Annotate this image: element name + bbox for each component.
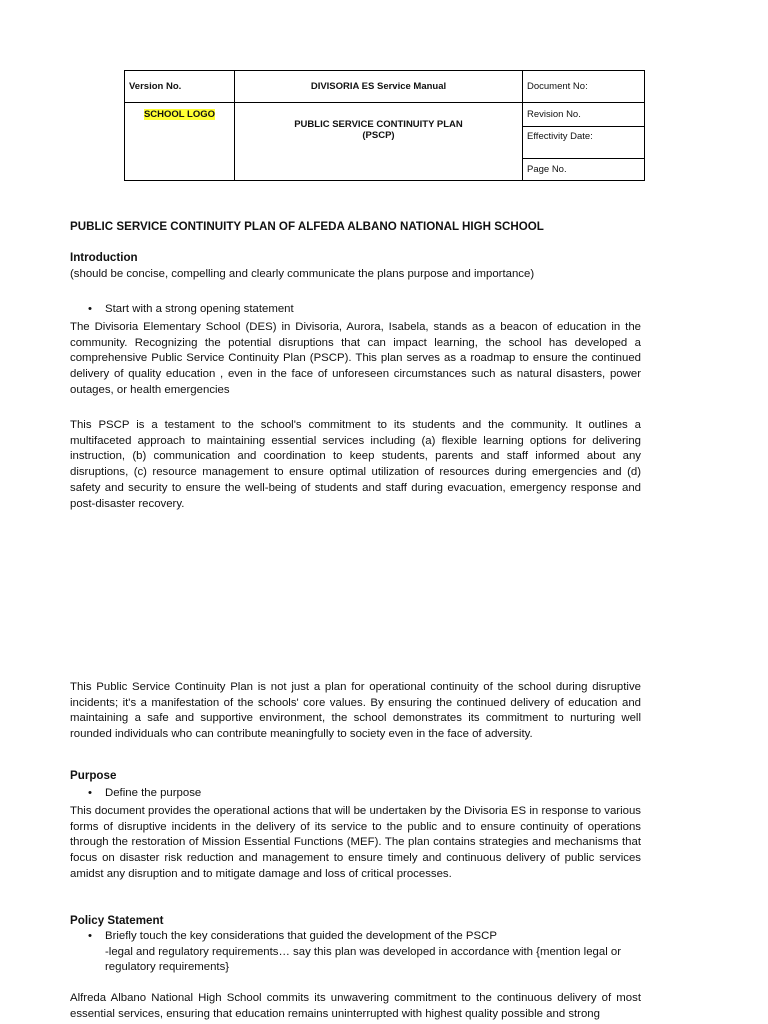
purpose-heading: Purpose bbox=[70, 769, 117, 782]
version-label: Version No. bbox=[125, 71, 235, 103]
policy-heading: Policy Statement bbox=[70, 914, 164, 927]
manual-title: DIVISORIA ES Service Manual bbox=[235, 71, 523, 103]
document-no-label: Document No: bbox=[523, 71, 645, 103]
header-table bbox=[124, 70, 645, 181]
plan-title-line2: (PSCP) bbox=[362, 130, 395, 141]
policy-sub-text: -legal and regulatory requirements… say this plan was developed in accordance with {mention legal or regulatory requirements} bbox=[105, 945, 622, 974]
intro-paragraph-3: This Public Service Continuity Plan is not just a plan for operational continuity of the school during disruptive incidents; it's a manifestation of the schools' core values. By ensuring the continued delivery of education and maintaining a safe and supportive environment, the school demonstrates its commitment to nurturing well rounded individuals who can contribute meaningfully to society even in the face of adversity. bbox=[70, 681, 641, 741]
list-item bbox=[88, 929, 641, 976]
bullet-icon: • bbox=[88, 787, 92, 799]
effectivity-label: Effectivity Date: bbox=[523, 127, 645, 159]
bullet-icon: • bbox=[88, 303, 92, 315]
intro-paragraph-1: The Divisoria Elementary School (DES) in Divisoria, Aurora, Isabela, stands as a beacon of education in the community. Recognizing the potential disruptions that can impact learning, the school has developed a comprehensive Public Service Continuity Plan (PSCP). This plan serves as a roadmap to ensure the continued delivery of quality education , even in the face of unforeseen circumstances such as natural disasters, power outages, or health emergencies bbox=[70, 321, 641, 396]
list-item bbox=[88, 786, 202, 802]
school-logo-placeholder: SCHOOL LOGO bbox=[143, 109, 216, 120]
purpose-bullet-text: Define the purpose bbox=[105, 787, 202, 799]
introduction-note: (should be concise, compelling and clearly communicate the plans purpose and importance) bbox=[70, 268, 535, 280]
list-item bbox=[88, 302, 294, 318]
introduction-heading: Introduction bbox=[70, 251, 138, 264]
plan-title-line1: PUBLIC SERVICE CONTINUITY PLAN bbox=[294, 119, 463, 130]
policy-bullet-text: Briefly touch the key considerations that guided the development of the PSCP bbox=[105, 930, 497, 942]
policy-paragraph: Alfreda Albano National High School commits its unwavering commitment to the continuous delivery of most essential services, ensuring that education remains uninterrupted with highest quality possible and strong bbox=[70, 992, 641, 1020]
school-logo-cell bbox=[125, 103, 235, 181]
revision-label: Revision No. bbox=[523, 103, 645, 127]
bullet-icon: • bbox=[88, 930, 92, 942]
intro-bullet-text: Start with a strong opening statement bbox=[105, 303, 294, 315]
document-title: PUBLIC SERVICE CONTINUITY PLAN OF ALFEDA ALBANO NATIONAL HIGH SCHOOL bbox=[70, 220, 544, 233]
page-no-label: Page No. bbox=[523, 159, 645, 181]
plan-title-cell bbox=[235, 103, 523, 181]
purpose-paragraph: This document provides the operational actions that will be undertaken by the Divisoria ES in response to various forms of disruptive incidents in the delivery of its service to the public and to ensure continuity of operations through the restoration of Mission Essential Functions (MEF). The plan contains strategies and mechanisms that focus on disaster risk reduction and management to ensure timely and continuous delivery of public services amidst any disruption and to mitigate damage and loss of critical processes. bbox=[70, 805, 641, 880]
intro-paragraph-2: This PSCP is a testament to the school's commitment to its students and the community. It outlines a multifaceted approach to maintaining essential services including (a) flexible learning options for delivering instruction, (b) communication and coordination to keep students, parents and staff informed about any disruptions, (c) resource management to ensure optimal utilization of resources during emergencies and (d) safety and security to ensure the well-being of students and staff during evacuation, emergency response and post-disaster recovery. bbox=[70, 419, 641, 510]
